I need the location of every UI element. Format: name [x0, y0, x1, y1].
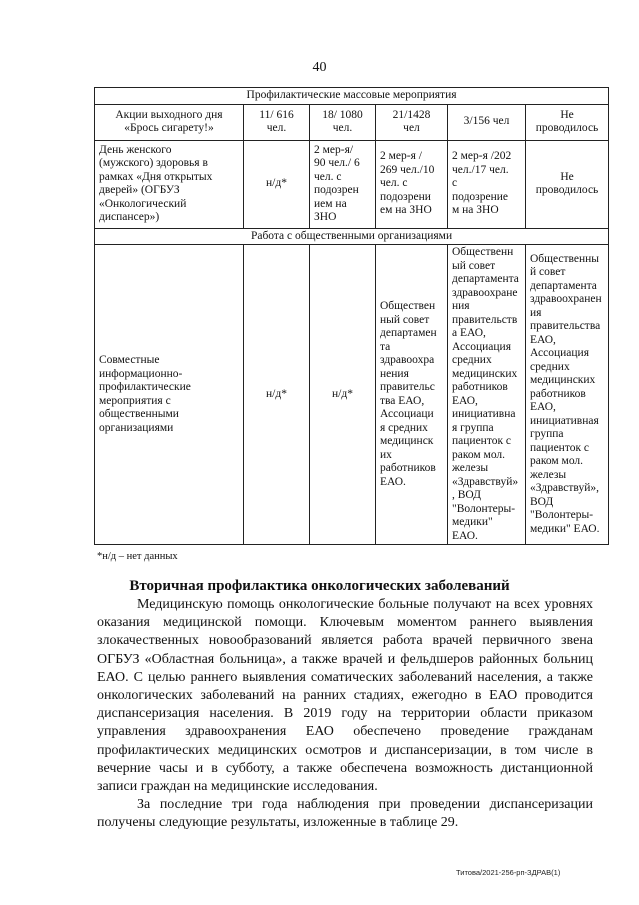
section-heading: Вторичная профилактика онкологических заболеваний: [129, 578, 510, 594]
table-cell: н/д*: [310, 245, 376, 545]
table-cell: 2 мер-я/ 90 чел./ 6 чел. с подозрен ием на ЗНО: [310, 140, 376, 228]
table-cell: Общественн ый совет департамента здравоохране ния правительств а ЕАО, Ассоциация средних медицинских работников ЕАО, инициативна я группа пациенток с раком мол. железы «Здравствуй» , ВОД "Волонтеры- медики" ЕАО.: [448, 245, 526, 545]
prevention-activities-table: [94, 87, 609, 545]
row-label: День женского (мужского) здоровья в рамках «Дня открытых дверей» (ОГБУЗ «Онкологический диспансер»): [95, 140, 244, 228]
table-cell: Не проводилось: [526, 140, 609, 228]
table-cell: 18/ 1080 чел.: [310, 104, 376, 140]
table-cell: н/д*: [244, 140, 310, 228]
table-cell: н/д*: [244, 245, 310, 545]
table-row: [95, 104, 609, 140]
section-title-public-organizations: Работа с общественными организациями: [95, 228, 609, 245]
table-footnote: *н/д – нет данных: [97, 551, 178, 562]
table-cell: Не проводилось: [526, 104, 609, 140]
table-cell: 2 мер-я / 269 чел./10 чел. с подозрени ем на ЗНО: [376, 140, 448, 228]
section-header-row: [95, 88, 609, 105]
body-text: [97, 596, 593, 833]
table-cell: 3/156 чел: [448, 104, 526, 140]
document-code: Титова/2021-256-рп-ЗДРАВ(1): [456, 868, 561, 877]
table-row: [95, 140, 609, 228]
row-label: Совместные информационно- профилактические мероприятия с общественными организациями: [95, 245, 244, 545]
paragraph: За последние три года наблюдения при проведении диспансеризации получены следующие результаты, изложенные в таблице 29.: [97, 797, 593, 831]
table-cell: 2 мер-я /202 чел./17 чел. с подозрение м на ЗНО: [448, 140, 526, 228]
paragraph: Медицинскую помощь онкологические больные получают на всех уровнях оказания медицинской помощи. Ключевым моментом раннего выявления злокачественных новообразований является работа врачей первичного звена ОГБУЗ «Областная больница», а также врачей и фельдшеров районных больниц ЕАО. С целью раннего выявления соматических заболеваний населения, а также онкологических заболеваний на ранних стадиях, ежегодно в ЕАО проводится диспансеризация населения. В 2019 году на территории области приказом управления здравоохранения ЕАО обеспечено проведение гражданам профилактических медицинских осмотров и диспансеризации, в том числе в вечерние часы и в субботу, а также обеспечена возможность дистанционной записи граждан на медицинские исследования.: [97, 597, 593, 795]
row-label: Акции выходного дня «Брось сигарету!»: [95, 104, 244, 140]
section-title-mass-events: Профилактические массовые мероприятия: [95, 88, 609, 105]
table-cell: Обществен ный совет департамен та здравоохра нения правительс тва ЕАО, Ассоциаци я средних медицинск их работников ЕАО.: [376, 245, 448, 545]
table-row: [95, 245, 609, 545]
page-number: 40: [312, 60, 327, 75]
section-header-row: [95, 228, 609, 245]
table-cell: 11/ 616 чел.: [244, 104, 310, 140]
table-cell: Общественны й совет департамента здравоохранен ия правительства ЕАО, Ассоциация средних медицинских работников ЕАО, инициативная группа пациенток с раком мол. железы «Здравствуй», ВОД "Волонтеры- медики" ЕАО.: [526, 245, 609, 545]
table-cell: 21/1428 чел: [376, 104, 448, 140]
